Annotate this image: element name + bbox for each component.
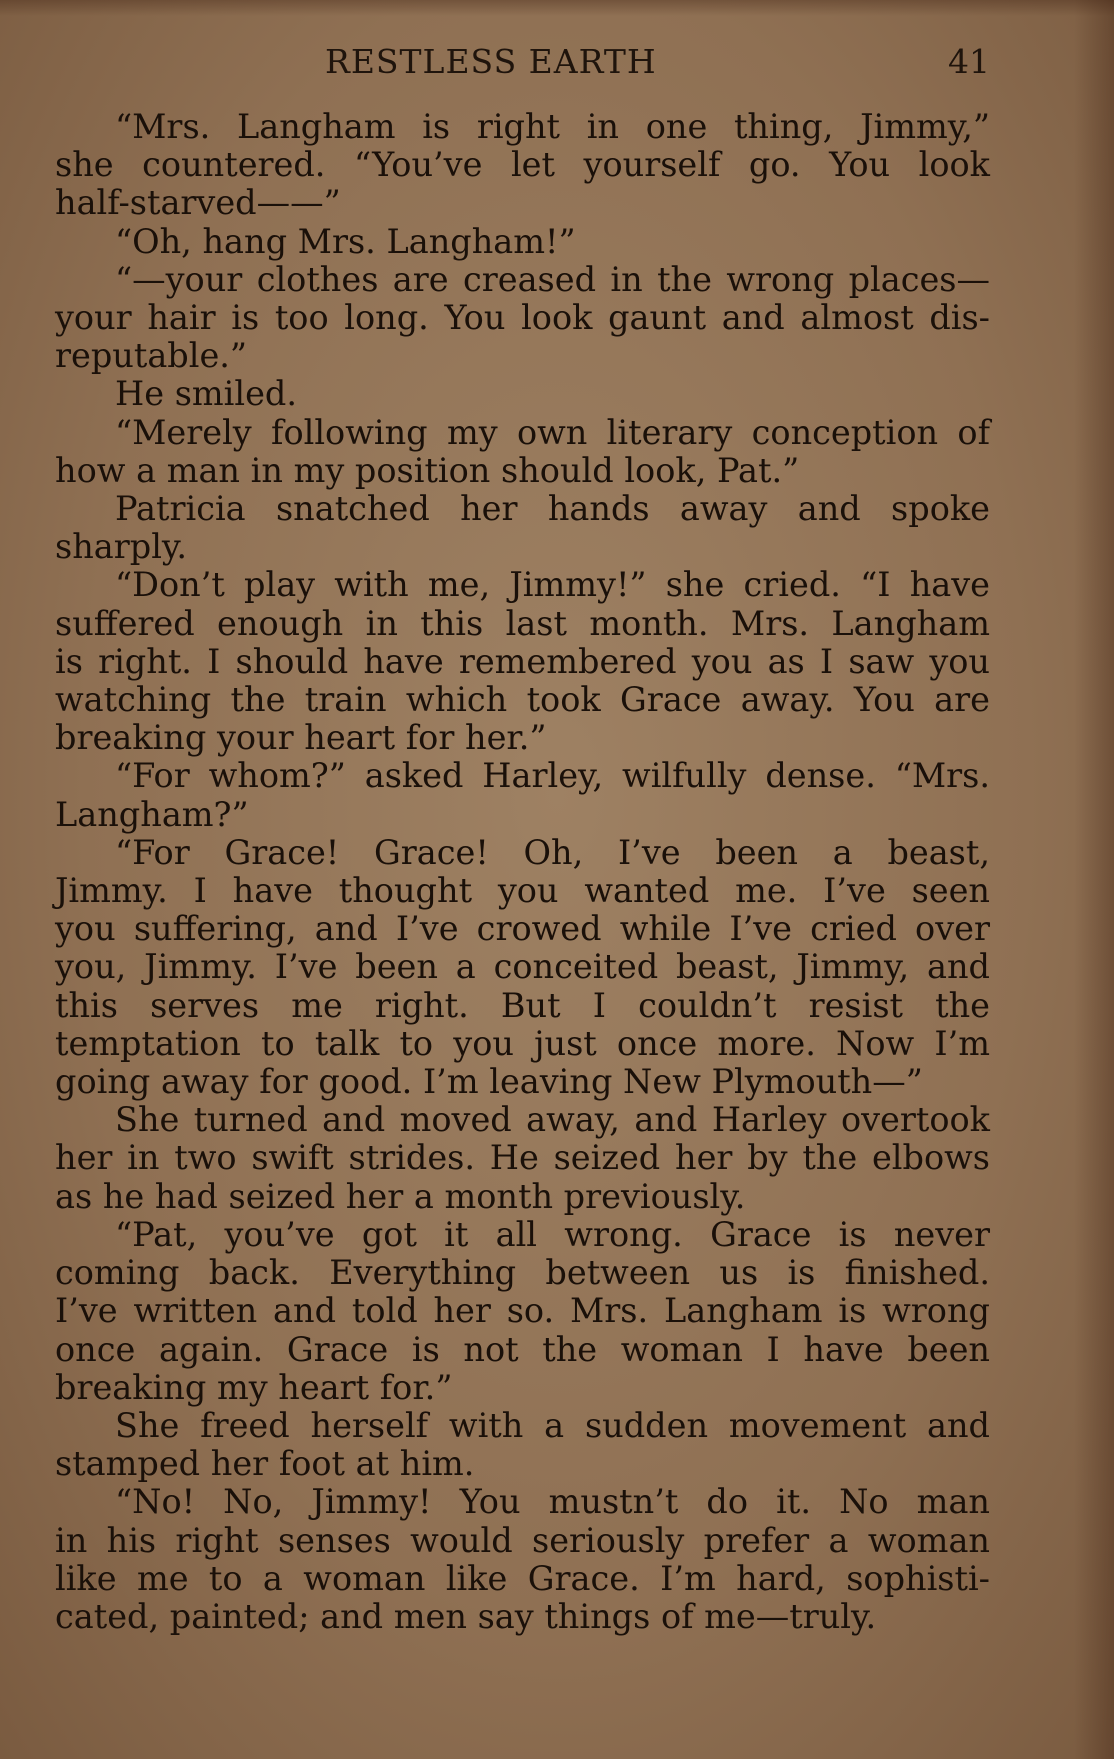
text-line: in his right senses would seriously prefer a woman — [55, 1520, 990, 1560]
paragraph — [55, 566, 990, 757]
paragraph — [55, 490, 990, 566]
page-number: 41 — [948, 42, 990, 81]
text-line: breaking your heart for her.” — [55, 718, 547, 758]
text-line: “For Grace! Grace! Oh, I’ve been a beast, — [115, 832, 990, 872]
text-line: once again. Grace is not the woman I have been — [55, 1329, 990, 1369]
text-line: Jimmy. I have thought you wanted me. I’ve seen — [55, 871, 990, 911]
text-line: “Oh, hang Mrs. Langham!” — [115, 221, 576, 261]
text-line: temptation to talk to you just once more. Now I’m — [55, 1023, 990, 1063]
page-top-shading — [0, 0, 1114, 16]
paragraph — [55, 1407, 990, 1483]
paragraph — [55, 757, 990, 833]
text-line: “Merely following my own literary conception of — [115, 412, 990, 452]
text-line: is right. I should have remembered you as I saw you — [55, 641, 990, 681]
paragraph — [55, 1483, 990, 1636]
paragraph — [55, 375, 990, 413]
paragraph — [55, 223, 990, 261]
body-text — [55, 108, 990, 1636]
text-line: “Don’t play with me, Jimmy!” she cried. “I have — [115, 565, 990, 605]
text-line: suffered enough in this last month. Mrs. Langham — [55, 603, 990, 643]
text-line: reputable.” — [55, 336, 248, 376]
text-line: your hair is too long. You look gaunt and almost dis- — [55, 298, 990, 338]
page-header — [55, 42, 990, 92]
text-line: Langham?” — [55, 794, 249, 834]
text-line: She turned and moved away, and Harley overtook — [115, 1100, 990, 1140]
text-line: breaking my heart for.” — [55, 1367, 453, 1407]
text-line: as he had seized her a month previously. — [55, 1176, 746, 1216]
text-line: “No! No, Jimmy! You mustn’t do it. No man — [115, 1482, 990, 1522]
paragraph — [55, 834, 990, 1101]
text-line: like me to a woman like Grace. I’m hard, sophisti- — [55, 1558, 990, 1598]
paragraph — [55, 414, 990, 490]
text-line: “—your clothes are creased in the wrong places— — [115, 259, 990, 299]
text-line: her in two swift strides. He seized her by the elbows — [55, 1138, 990, 1178]
text-line: watching the train which took Grace away. You are — [55, 680, 990, 720]
paragraph — [55, 1216, 990, 1407]
text-line: you, Jimmy. I’ve been a conceited beast, Jimmy, and — [55, 947, 990, 987]
text-line: half-starved——” — [55, 183, 341, 223]
text-line: I’ve written and told her so. Mrs. Langham is wrong — [55, 1291, 990, 1331]
text-line: sharply. — [55, 527, 188, 567]
running-head: RESTLESS EARTH — [325, 42, 657, 81]
page-right-edge-shading — [1074, 0, 1114, 1759]
text-line: cated, painted; and men say things of me—truly. — [55, 1596, 877, 1636]
paragraph — [55, 261, 990, 376]
text-line: coming back. Everything between us is finished. — [55, 1253, 990, 1293]
text-line: She freed herself with a sudden movement and — [115, 1405, 990, 1445]
text-line: going away for good. I’m leaving New Plymouth—” — [55, 1062, 923, 1102]
text-line: “For whom?” asked Harley, wilfully dense. “Mrs. — [115, 756, 990, 796]
text-line: stamped her foot at him. — [55, 1444, 475, 1484]
text-line: this serves me right. But I couldn’t resist the — [55, 985, 990, 1025]
text-line: He smiled. — [115, 374, 297, 414]
paragraph — [55, 108, 990, 223]
text-line: “Pat, you’ve got it all wrong. Grace is never — [115, 1214, 990, 1254]
paragraph — [55, 1101, 990, 1216]
text-line: you suffering, and I’ve crowed while I’ve cried over — [55, 909, 990, 949]
text-line: how a man in my position should look, Pat.” — [55, 450, 800, 490]
text-line: Patricia snatched her hands away and spoke — [115, 489, 990, 529]
text-line: “Mrs. Langham is right in one thing, Jimmy,” — [115, 107, 990, 146]
text-line: she countered. “You’ve let yourself go. You look — [55, 145, 990, 185]
